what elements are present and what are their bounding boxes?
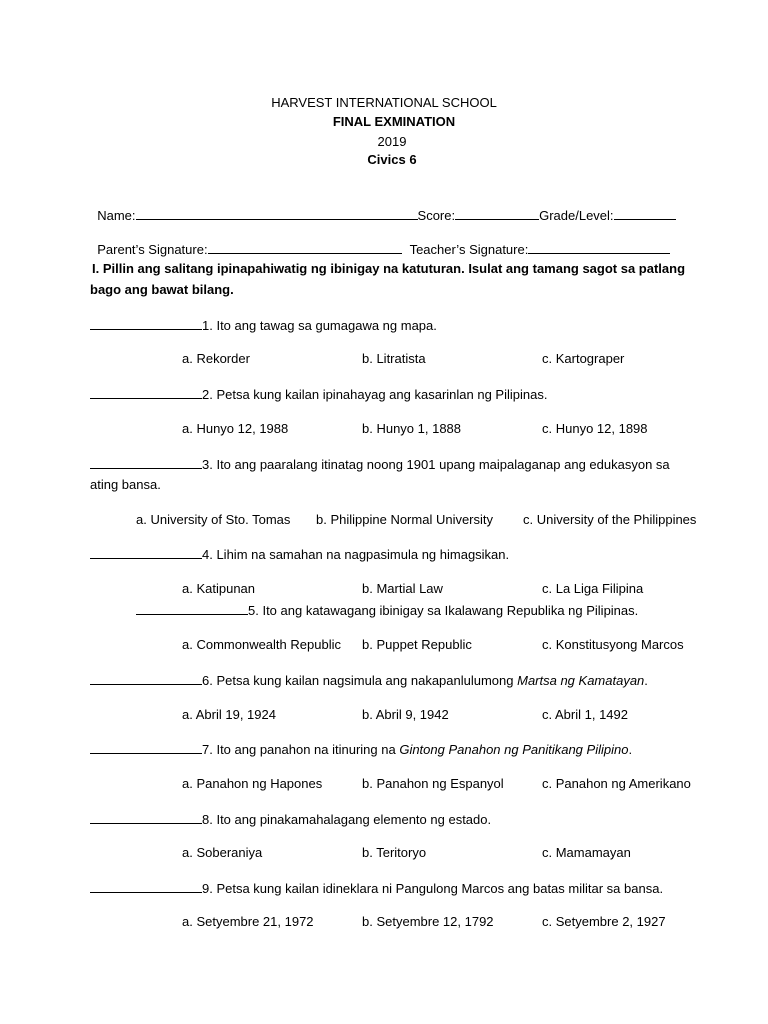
school-name: HARVEST INTERNATIONAL SCHOOL <box>271 95 497 110</box>
question-8 <box>90 811 491 828</box>
choice-2a: a. Hunyo 12, 1988 <box>182 421 289 436</box>
choice-8a: a. Soberaniya <box>182 845 263 860</box>
question-9 <box>90 880 663 897</box>
choice-8c: c. Mamamayan <box>542 845 631 860</box>
parent-signature-blank[interactable] <box>208 241 402 254</box>
name-row <box>90 191 676 224</box>
question-tail: . <box>644 673 648 688</box>
question-6 <box>90 672 648 689</box>
teacher-signature-label: Teacher’s Signature: <box>409 242 529 257</box>
exam-year: 2019 <box>377 134 407 149</box>
question-2 <box>90 386 547 403</box>
name-label: Name: <box>97 208 136 223</box>
choice-8b: b. Teritoryo <box>362 845 427 860</box>
question-7 <box>90 741 632 758</box>
choice-9b: b. Setyembre 12, 1792 <box>362 914 494 929</box>
question-text: 6. Petsa kung kailan nagsimula ang nakapanlulumong <box>202 673 518 688</box>
teacher-signature-blank[interactable] <box>528 241 670 254</box>
answer-blank-9[interactable] <box>90 880 202 893</box>
choice-3b: b. Philippine Normal University <box>316 512 494 527</box>
answer-blank-4[interactable] <box>90 546 202 559</box>
name-blank[interactable] <box>136 207 418 220</box>
choice-7a: a. Panahon ng Hapones <box>182 776 323 791</box>
answer-blank-8[interactable] <box>90 811 202 824</box>
choice-5c: c. Konstitusyong Marcos <box>542 637 684 652</box>
answer-blank-5[interactable] <box>136 602 248 615</box>
answer-blank-1[interactable] <box>90 317 202 330</box>
instructions-line-2: bago ang bawat bilang. <box>90 282 234 297</box>
question-3-continuation: ating bansa. <box>90 477 161 492</box>
subject-title: Civics 6 <box>367 152 417 167</box>
exam-title: FINAL EXMINATION <box>332 114 456 129</box>
choice-1c: c. Kartograper <box>542 351 625 366</box>
question-5 <box>136 602 638 619</box>
question-text: 9. Petsa kung kailan idineklara ni Pangulong Marcos ang batas militar sa bansa. <box>202 881 664 896</box>
choice-2b: b. Hunyo 1, 1888 <box>362 421 462 436</box>
question-text: 5. Ito ang katawagang ibinigay sa Ikalawang Republika ng Pilipinas. <box>248 603 639 618</box>
parent-signature-label: Parent’s Signature: <box>97 242 208 257</box>
choice-1a: a. Rekorder <box>182 351 250 366</box>
choice-4b: b. Martial Law <box>362 581 443 596</box>
choice-6c: c. Abril 1, 1492 <box>542 707 628 722</box>
answer-blank-2[interactable] <box>90 386 202 399</box>
instructions-line-1: I. Pillin ang salitang ipinapahiwatig ng ibinigay na katuturan. Isulat ang tamang sagot sa patlang <box>92 261 686 276</box>
choice-6a: a. Abril 19, 1924 <box>182 707 276 722</box>
choice-2c: c. Hunyo 12, 1898 <box>542 421 648 436</box>
choice-7b: b. Panahon ng Espanyol <box>362 776 504 791</box>
choice-1b: b. Litratista <box>362 351 426 366</box>
signature-row <box>90 225 670 258</box>
question-4 <box>90 546 509 563</box>
question-text: 4. Lihim na samahan na nagpasimula ng himagsikan. <box>202 547 510 562</box>
choice-9c: c. Setyembre 2, 1927 <box>542 914 666 929</box>
question-text: 1. Ito ang tawag sa gumagawa ng mapa. <box>202 318 437 333</box>
answer-blank-6[interactable] <box>90 672 202 685</box>
choice-9a: a. Setyembre 21, 1972 <box>182 914 314 929</box>
question-italic-text: Martsa ng Kamatayan <box>517 673 645 688</box>
answer-blank-3[interactable] <box>90 456 202 469</box>
choice-5b: b. Puppet Republic <box>362 637 472 652</box>
question-text: 8. Ito ang pinakamahalagang elemento ng estado. <box>202 812 492 827</box>
answer-blank-7[interactable] <box>90 741 202 754</box>
question-text: 2. Petsa kung kailan ipinahayag ang kasarinlan ng Pilipinas. <box>202 387 548 402</box>
choice-6b: b. Abril 9, 1942 <box>362 707 449 722</box>
score-label: Score: <box>417 208 456 223</box>
choice-4c: c. La Liga Filipina <box>542 581 644 596</box>
grade-blank[interactable] <box>614 207 676 220</box>
choice-3c: c. University of the Philippines <box>523 512 697 527</box>
question-1 <box>90 317 437 334</box>
question-3 <box>90 456 670 473</box>
question-tail: . <box>628 742 633 757</box>
choice-7c: c. Panahon ng Amerikano <box>542 776 691 791</box>
question-italic-text: Gintong Panahon ng Panitikang Pilipino <box>399 742 629 757</box>
score-blank[interactable] <box>455 207 539 220</box>
grade-label: Grade/Level: <box>539 208 614 223</box>
choice-4a: a. Katipunan <box>182 581 256 596</box>
choice-3a: a. University of Sto. Tomas <box>136 512 291 527</box>
question-text: 3. Ito ang paaralang itinatag noong 1901 upang maipalaganap ang edukasyon sa <box>202 457 670 472</box>
question-text: 7. Ito ang panahon na itinuring na <box>202 742 400 757</box>
choice-5a: a. Commonwealth Republic <box>182 637 341 652</box>
